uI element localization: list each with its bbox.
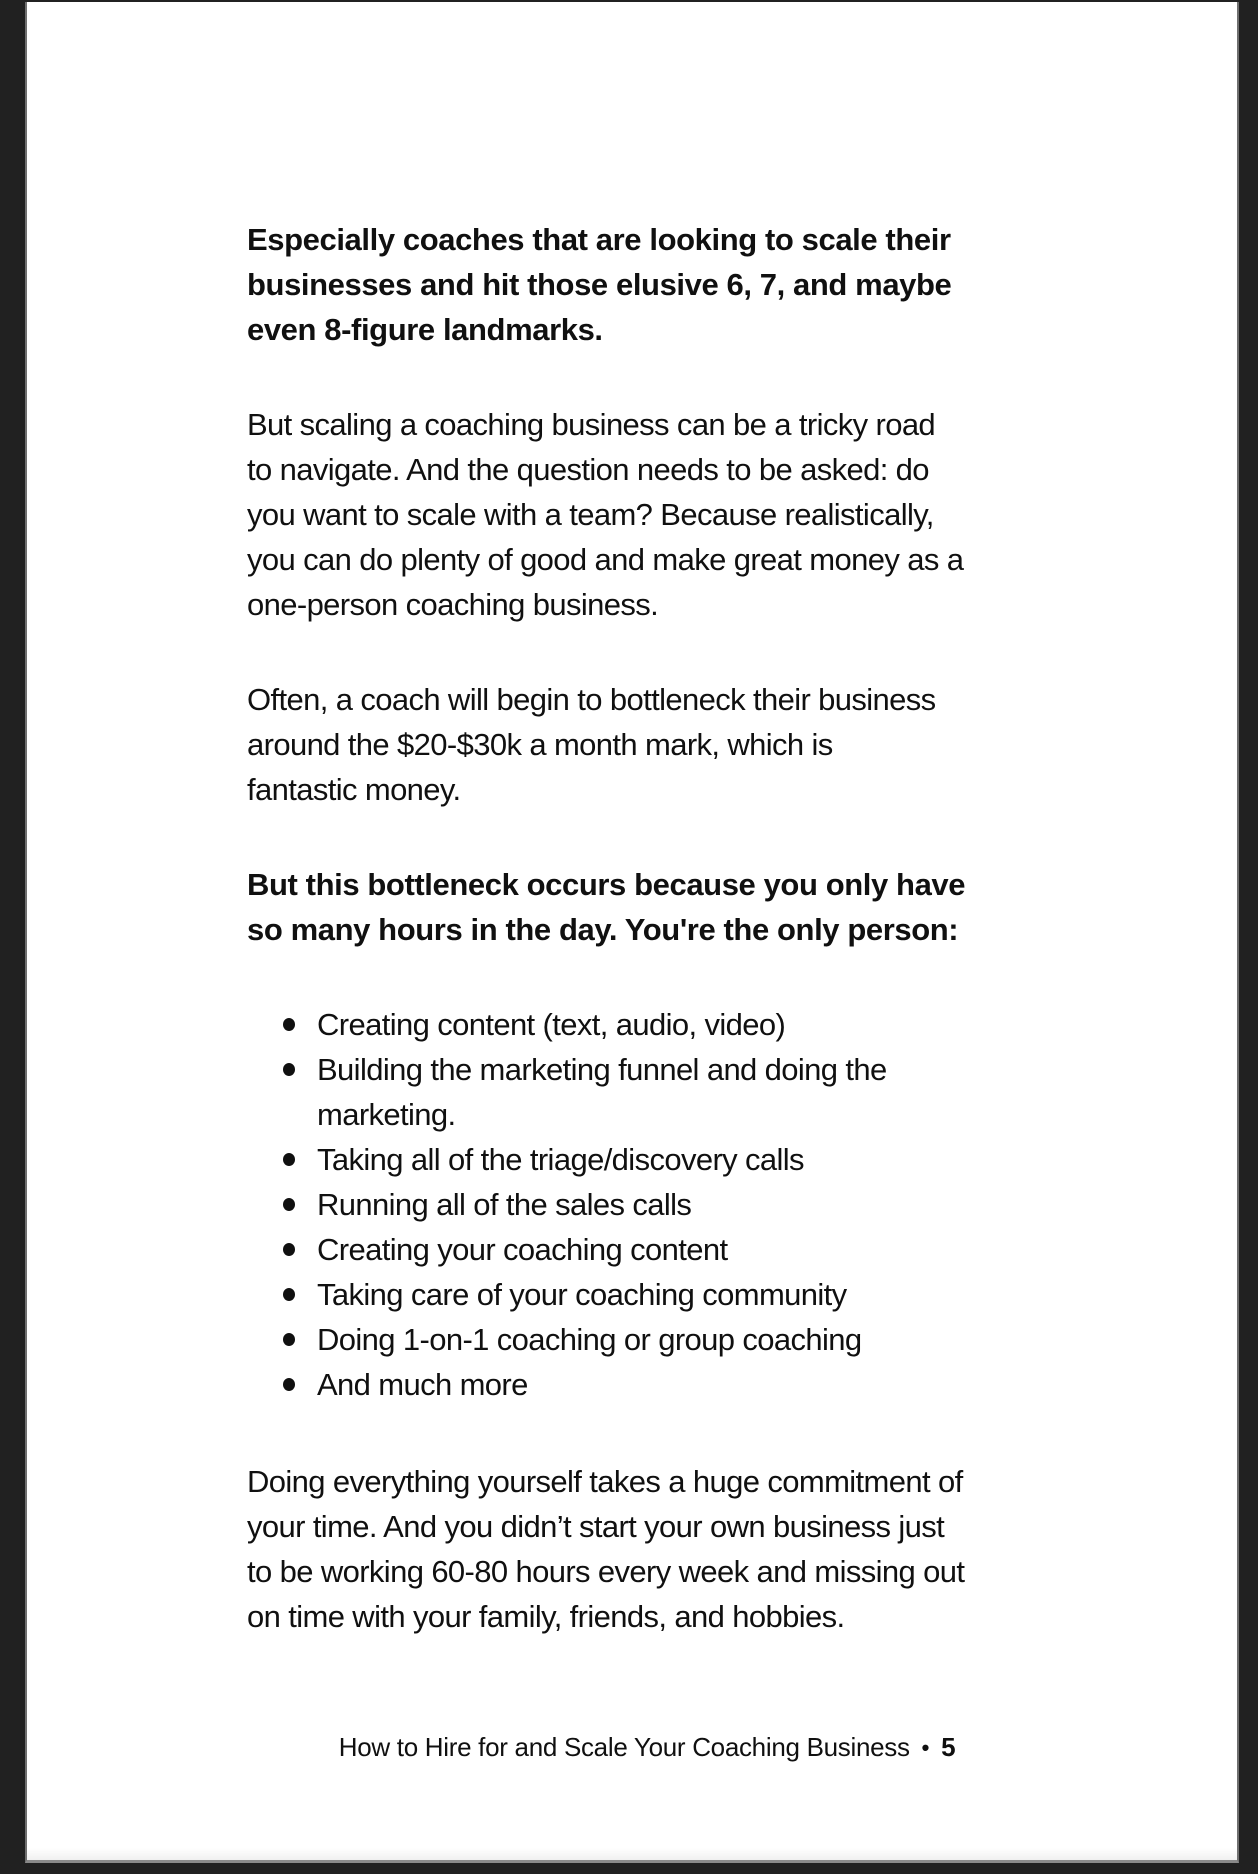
list-item — [247, 1137, 1047, 1182]
list-item — [247, 1227, 1047, 1272]
text-line: businesses and hit those elusive 6, 7, and maybe — [247, 267, 952, 302]
bullet-icon — [283, 1018, 295, 1031]
text-line: But this bottleneck occurs because you only have — [247, 867, 966, 902]
list-item-text — [317, 1272, 1047, 1317]
text-line: your time. And you didn’t start your own business just — [247, 1509, 945, 1544]
bullet-icon — [283, 1153, 295, 1166]
text-line: to navigate. And the question needs to be asked: do — [247, 452, 929, 487]
bullet-icon — [283, 1063, 295, 1076]
bullet-icon — [283, 1288, 295, 1301]
text-line: Especially coaches that are looking to scale their — [247, 222, 951, 257]
footer-title: How to Hire for and Scale Your Coaching Business — [338, 1732, 910, 1762]
bullet-icon — [283, 1243, 295, 1256]
list-item — [247, 1317, 1047, 1362]
bullet-icon — [283, 1378, 295, 1391]
list-item-text — [317, 1362, 1047, 1407]
text-line: Taking all of the triage/discovery calls — [317, 1142, 804, 1177]
text-line: Running all of the sales calls — [317, 1187, 692, 1222]
text-line: Building the marketing funnel and doing the — [317, 1052, 887, 1087]
list-item-text — [317, 1002, 1047, 1047]
paragraph-commitment — [247, 1459, 1047, 1639]
page-content — [27, 2, 1047, 1763]
text-line: to be working 60-80 hours every week and missing out — [247, 1554, 965, 1589]
list-item-text — [317, 1137, 1047, 1182]
list-item-text — [317, 1182, 1047, 1227]
list-item-text — [317, 1047, 1047, 1137]
paragraph-scaling — [247, 402, 1047, 627]
text-line: Taking care of your coaching community — [317, 1277, 847, 1312]
text-line: even 8-figure landmarks. — [247, 312, 603, 347]
document-page — [25, 2, 1239, 1863]
list-item — [247, 1272, 1047, 1317]
text-line: you want to scale with a team? Because realistically, — [247, 497, 934, 532]
list-item-text — [317, 1317, 1047, 1362]
text-line: fantastic money. — [247, 772, 461, 807]
tasks-list — [247, 1002, 1047, 1407]
text-line: on time with your family, friends, and hobbies. — [247, 1599, 845, 1634]
text-line: And much more — [317, 1367, 528, 1402]
text-line: Creating content (text, audio, video) — [317, 1007, 786, 1042]
text-line: marketing. — [317, 1097, 456, 1132]
list-item-text — [317, 1227, 1047, 1272]
footer-page-number: 5 — [941, 1732, 956, 1762]
bullet-icon — [283, 1198, 295, 1211]
footer-separator-dot: • — [921, 1735, 930, 1760]
paragraph-bottleneck — [247, 677, 1047, 812]
text-line: Doing everything yourself takes a huge commitment of — [247, 1464, 963, 1499]
text-line: one-person coaching business. — [247, 587, 659, 622]
text-line: Doing 1-on-1 coaching or group coaching — [317, 1322, 862, 1357]
text-line: Often, a coach will begin to bottleneck their business — [247, 682, 936, 717]
text-line: around the $20-$30k a month mark, which is — [247, 727, 833, 762]
text-line: But scaling a coaching business can be a tricky road — [247, 407, 936, 442]
list-item — [247, 1002, 1047, 1047]
page-footer — [247, 1732, 1047, 1763]
text-line: Creating your coaching content — [317, 1232, 728, 1267]
bullet-icon — [283, 1333, 295, 1346]
text-line: you can do plenty of good and make great money as a — [247, 542, 964, 577]
text-line: so many hours in the day. You're the only person: — [247, 912, 959, 947]
list-item — [247, 1362, 1047, 1407]
paragraph-only-person — [247, 862, 1047, 952]
intro-bold-paragraph — [247, 217, 1047, 352]
list-item — [247, 1047, 1047, 1137]
list-item — [247, 1182, 1047, 1227]
